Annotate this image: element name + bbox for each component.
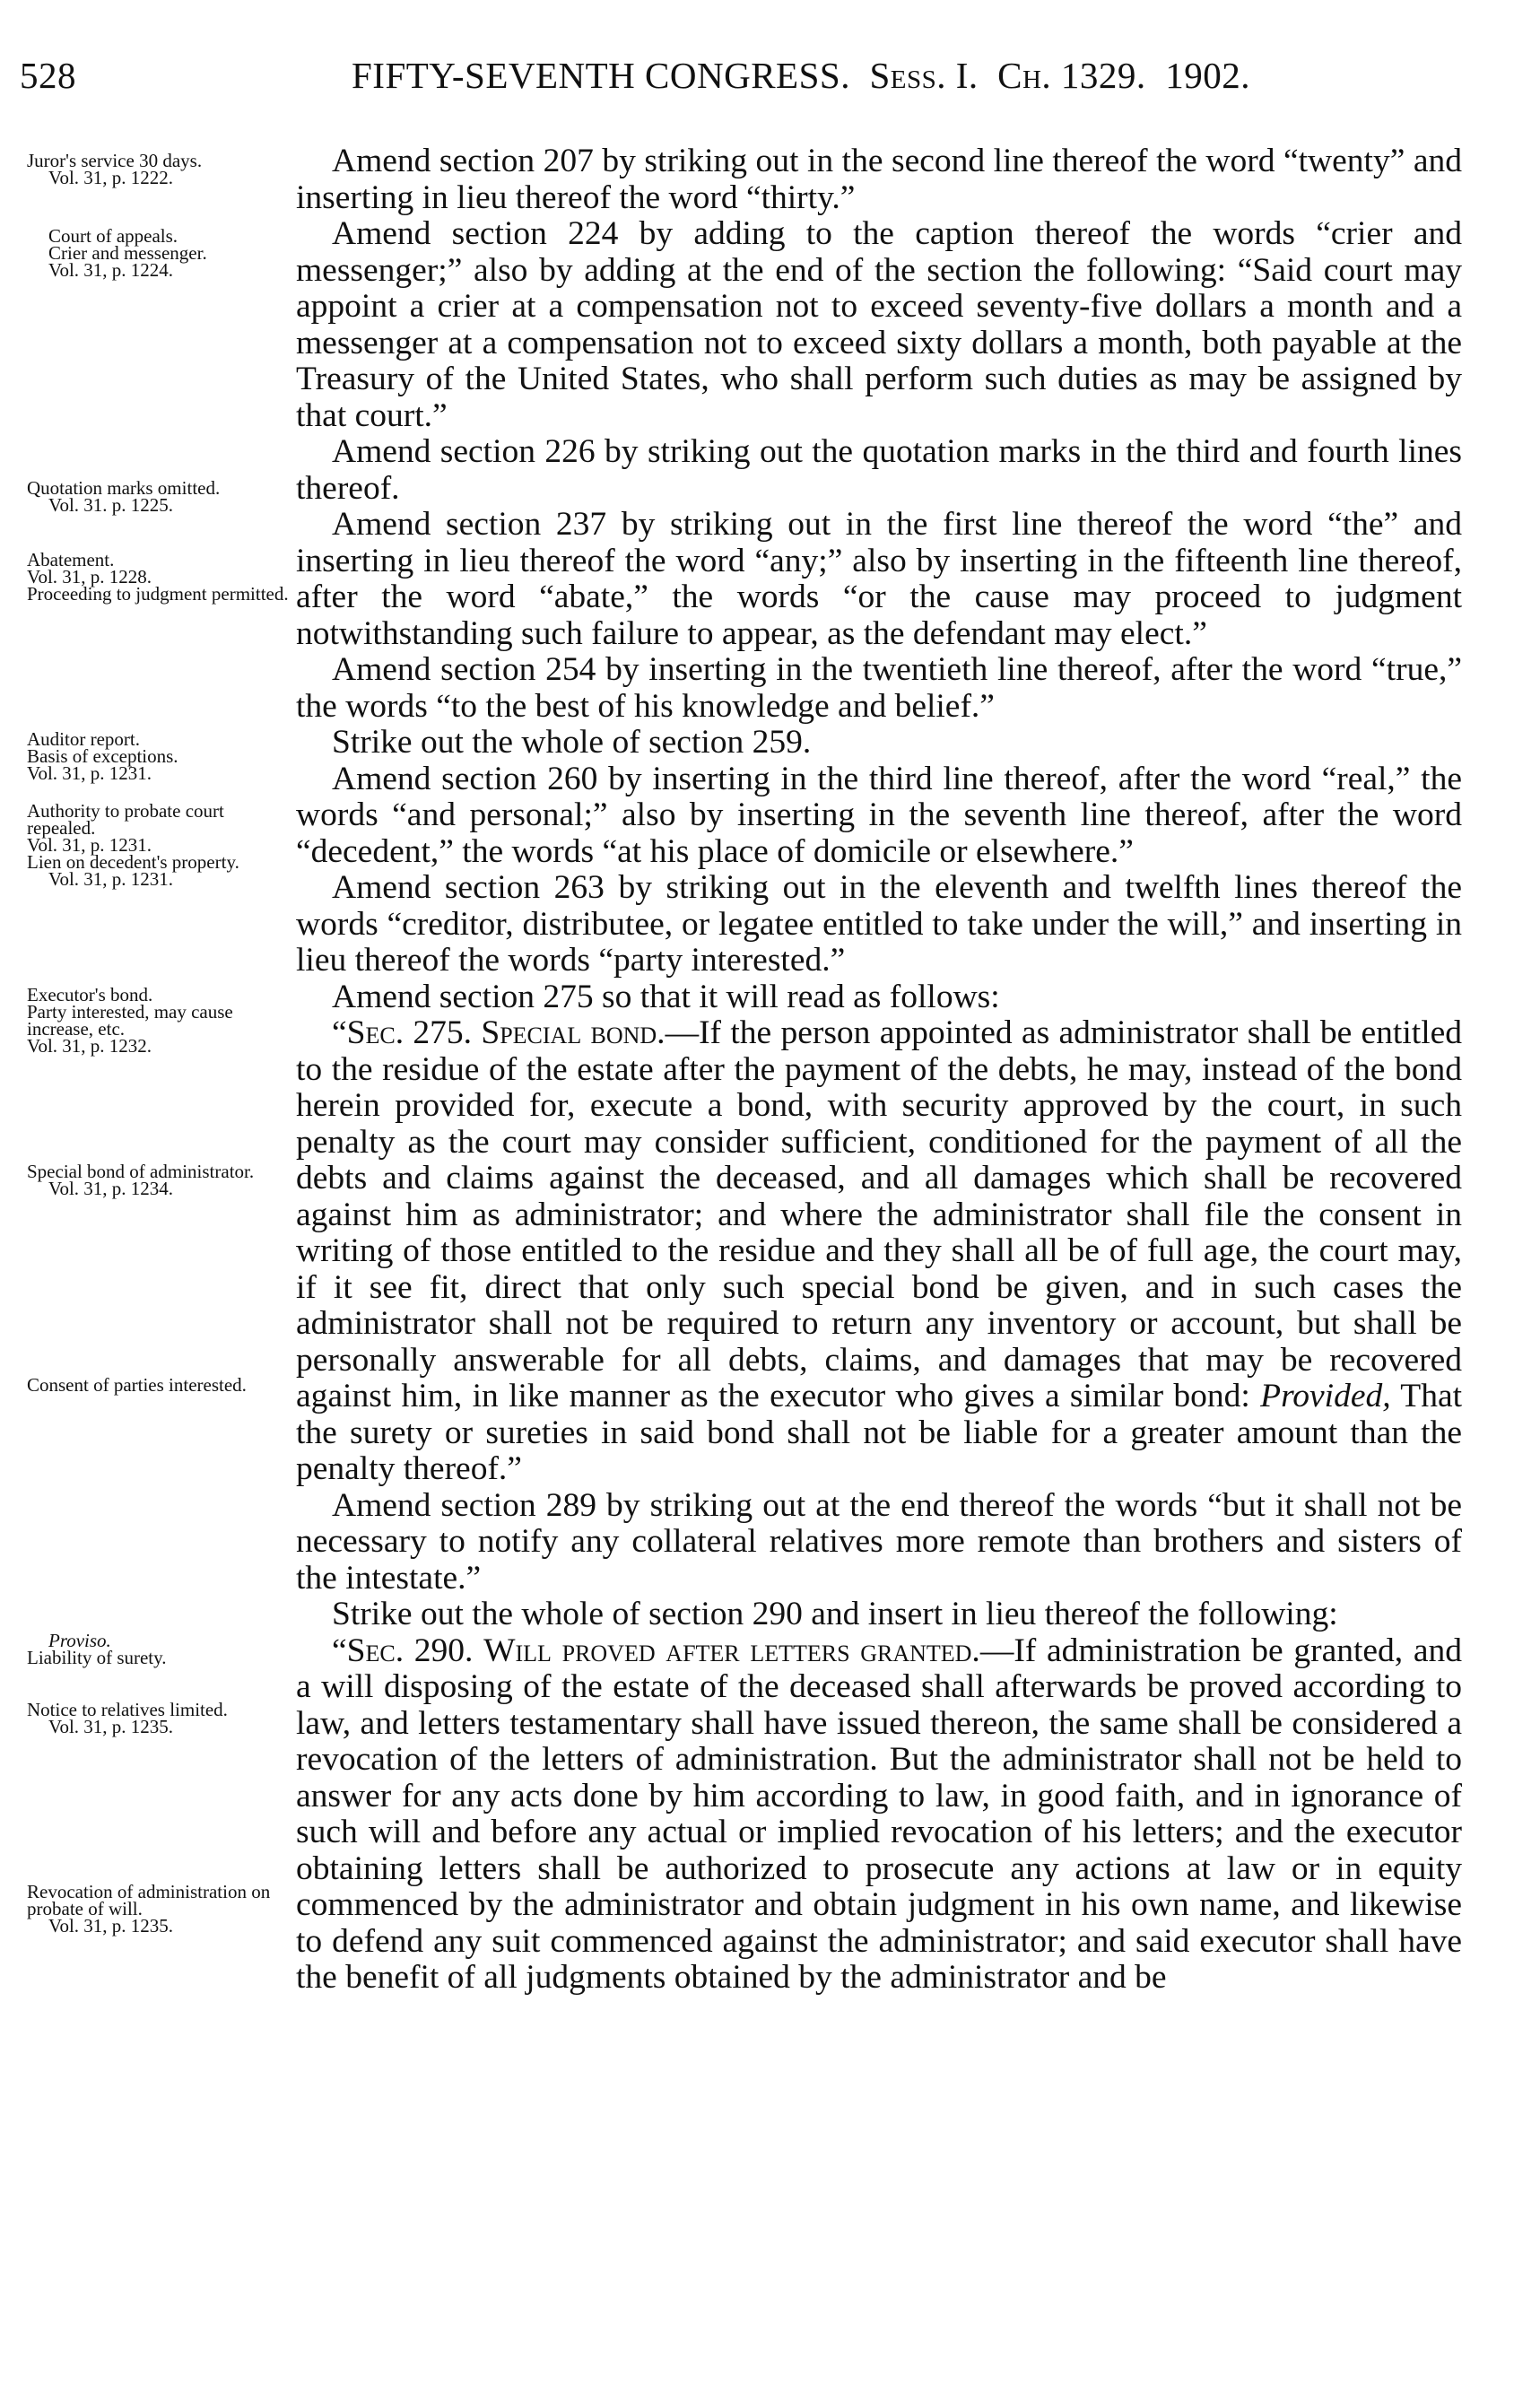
margin-note	[27, 477, 296, 516]
chapter-label: Ch. 1329.	[997, 55, 1146, 96]
margin-note-line: Vol. 31. p. 1225.	[48, 494, 174, 516]
paragraph: Strike out the whole of section 290 and insert in lieu thereof the following:	[332, 1596, 1338, 1632]
section-275-paragraph	[296, 1015, 1462, 1488]
margin-note-line: Vol. 31, p. 1231.	[48, 868, 174, 890]
year-label: 1902.	[1165, 55, 1250, 96]
margin-note	[27, 549, 296, 605]
running-title-text: FIFTY-SEVENTH CONGRESS.	[352, 55, 850, 96]
margin-note	[27, 1163, 296, 1197]
margin-note-line: Auditor report.	[27, 728, 140, 750]
margin-note	[27, 728, 296, 784]
paragraph: Amend section 275 so that it will read as follows:	[332, 978, 1000, 1015]
margin-note-line: Special bond of administrator.	[27, 1161, 255, 1182]
paragraph: Amend section 260 by inserting in the third line thereof, after the word “real,” the words “and personal;” also by inserting in the seventh line thereof, after the word “decedent,” the words “at his place of domicile or elsewhere.”	[296, 760, 1462, 870]
margin-note-line: Executor's bond.	[27, 984, 153, 1005]
paragraph: Amend section 224 by adding to the caption thereof the words “crier and messenger;” also by adding at the end of the section the following: “Said court may appoint a crier at a compensation not to exceed seventy-five dollars a month and a messenger at a compensation not to exceed sixty dollars a month, both payable at the Treasury of the United States, who shall perform such duties as may be assigned by that court.”	[296, 215, 1462, 434]
margin-note-line: Vol. 31, p. 1232.	[27, 1035, 152, 1057]
margin-note-line: Authority to probate court repealed.	[27, 800, 224, 839]
margin-note-line: Vol. 31, p. 1228.	[27, 566, 152, 587]
margin-note-line: Vol. 31, p. 1231.	[27, 834, 152, 856]
margin-note	[27, 800, 296, 890]
page-number: 528	[20, 55, 76, 96]
body-text	[296, 144, 1462, 1997]
session-label: Sess. I.	[869, 55, 979, 96]
margin-note-line: Vol. 31, p. 1222.	[48, 167, 174, 188]
margin-note-line: Liability of surety.	[27, 1647, 167, 1668]
margin-note-line: Vol. 31, p. 1235.	[48, 1716, 174, 1737]
margin-note	[27, 1701, 296, 1736]
page-header	[20, 54, 1455, 108]
margin-note-line: Court of appeals.	[48, 225, 178, 247]
paragraph: Amend section 254 by inserting in the twentieth line thereof, after the word “true,” the words “to the best of his knowledge and belief.”	[296, 651, 1462, 725]
margin-note-line: Crier and messenger.	[48, 242, 207, 264]
section-290-paragraph	[296, 1633, 1462, 1997]
margin-note	[27, 984, 296, 1057]
paragraph: Amend section 207 by striking out in the second line thereof the word “twenty” and inserting in lieu thereof the word “thirty.”	[296, 143, 1462, 216]
section-number: “Sec. 275.	[332, 1014, 473, 1051]
paragraph: Amend section 226 by striking out the quotation marks in the third and fourth lines thereof.	[296, 433, 1462, 507]
section-heading: Special bond.	[481, 1014, 666, 1051]
section-text: That the surety or sureties in said bond shall not be liable for a greater amount than the penalty thereof.”	[296, 1378, 1463, 1487]
margin-note-line: Vol. 31, p. 1235.	[48, 1915, 174, 1936]
margin-note-line: Proceeding to judgment permitted.	[27, 583, 289, 605]
margin-note	[27, 152, 296, 187]
margin-note-line: Vol. 31, p. 1231.	[27, 762, 152, 784]
margin-note-line: Consent of parties interested.	[27, 1374, 247, 1396]
margin-note-line: Abatement.	[27, 549, 115, 570]
section-text: —If administration be granted, and a will disposing of the estate of the deceased shall afterwards be proved according to law, and letters testamentary shall have issued thereon, the same shall be considered a revocation of the letters of administration. But the administrator shall not be held to answer for any acts done by him according to law, in good faith, and in ignorance of such will and before any actual or implied revocation of his letters; and the executor obtaining letters shall be authorized to prosecute any actions at law or in equity commenced by the administrator and obtain judgment in his own name, and likewise to defend any suit commenced against the administrator; and said executor shall have the benefit of all judgments obtained by the administrator and be	[296, 1632, 1463, 1996]
margin-note-line: Party interested, may cause increase, etc.	[27, 1001, 233, 1040]
margin-note-line: Lien on decedent's property.	[27, 851, 239, 873]
proviso-word: Provided,	[1260, 1378, 1391, 1414]
margin-note	[27, 1374, 296, 1396]
paragraph: Amend section 263 by striking out in the eleventh and twelfth lines thereof the words “creditor, distributee, or legatee entitled to take under the will,” and inserting in lieu thereof the words “party interested.”	[296, 869, 1462, 979]
paragraph: Strike out the whole of section 259.	[332, 724, 812, 761]
margin-note-line: Vol. 31, p. 1224.	[48, 259, 174, 281]
section-number: “Sec. 290.	[332, 1632, 474, 1669]
margin-note-line: Juror's service 30 days.	[27, 150, 203, 171]
running-title	[352, 54, 1250, 97]
margin-note-line: Vol. 31, p. 1234.	[48, 1178, 174, 1199]
margin-note	[27, 1881, 296, 1936]
paragraph: Amend section 237 by striking out in the first line thereof the word “the” and inserting in lieu thereof the word “any;” also by inserting in the fifteenth line thereof, after the word “abate,” the words “or the cause may proceed to judgment notwithstanding such failure to appear, as the defendant may elect.”	[296, 506, 1462, 652]
margin-note-line: Basis of exceptions.	[27, 745, 178, 767]
paragraph: Amend section 289 by striking out at the end thereof the words “but it shall not be necessary to notify any collateral relatives more remote than brothers and sisters of the intestate.”	[296, 1486, 1462, 1597]
margin-note-line: Revocation of administration on probate of will.	[27, 1881, 271, 1919]
margin-note	[27, 225, 296, 281]
margin-note	[27, 1632, 296, 1667]
margin-note-line: Notice to relatives limited.	[27, 1699, 228, 1720]
section-text: —If the person appointed as administrator shall be entitled to the residue of the estate after the payment of the debts, he may, instead of the bond herein provided for, execute a bond, with security approved by the court, in such penalty as the court may consider sufficient, conditioned for the payment of all the debts and claims against the deceased, and all damages which shall be recovered against him as administrator; and where the administrator shall file the consent in writing of those entitled to the residue and they shall all be of full age, the court may, if it see fit, direct that only such special bond be given, and in such cases the administrator shall not be required to return any inventory or account, but shall be personally answerable for all debts, claims, and damages that may be recovered against him, in like manner as the executor who gives a similar bond:	[296, 1014, 1463, 1414]
section-heading: Will proved after letters granted.	[483, 1632, 980, 1669]
margin-note-line: Quotation marks omitted.	[27, 477, 221, 499]
margin-note-line: Proviso.	[48, 1630, 111, 1651]
